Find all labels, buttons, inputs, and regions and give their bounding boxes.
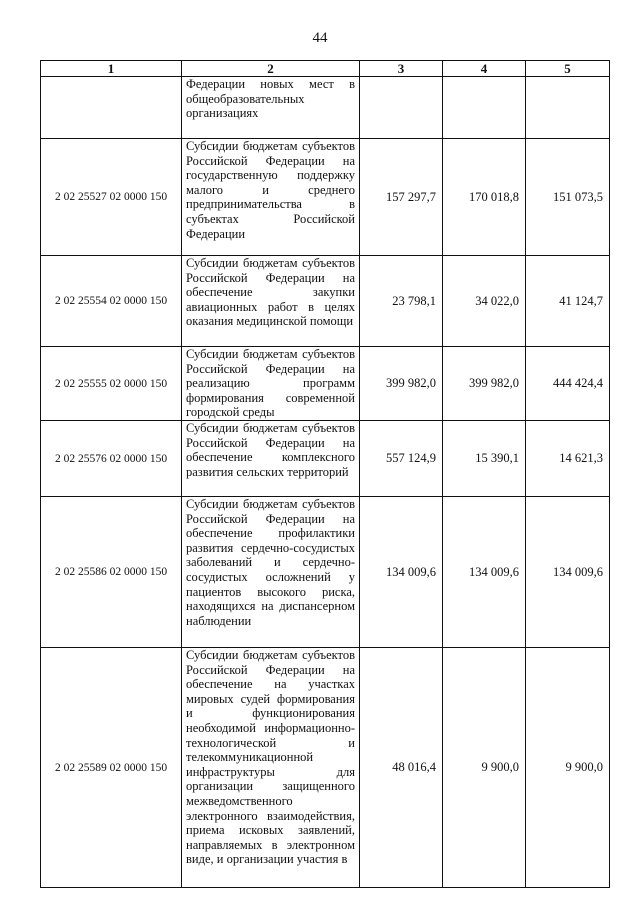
table-row <box>41 256 610 347</box>
table-row <box>41 347 610 421</box>
value-col3-cell: 157 297,7 <box>360 139 443 256</box>
value-col5-cell: 444 424,4 <box>526 347 610 421</box>
value-col4-cell: 9 900,0 <box>443 648 526 888</box>
column-header-2: 2 <box>182 61 360 77</box>
description-cell <box>182 347 360 421</box>
description-text: Субсидии бюджетам субъектов Российской Федерации на обеспечение закупки авиационных работ в целях оказания медицинской помощи <box>186 256 355 329</box>
budget-table <box>40 60 610 888</box>
value-col4-cell: 34 022,0 <box>443 256 526 347</box>
budget-code-cell: 2 02 25527 02 0000 150 <box>41 139 182 256</box>
value-col5-cell: 151 073,5 <box>526 139 610 256</box>
description-cell <box>182 77 360 139</box>
description-text: Субсидии бюджетам субъектов Российской Федерации на государственную поддержку малого и среднего предпринимательства в субъектах Российской Федерации <box>186 139 355 241</box>
table-row <box>41 648 610 888</box>
table-row <box>41 497 610 648</box>
description-text: Субсидии бюджетам субъектов Российской Федерации на обеспечение на участках мировых судей формирования и функционирования необходимой информационно-технологической и телекоммуникационной инфраструктуры для организации защищенного межведомственного электронного взаимодействия, приема исковых заявлений, направляемых в электронном виде, и организации участия в <box>186 648 355 867</box>
value-col3-cell: 48 016,4 <box>360 648 443 888</box>
value-col5-cell <box>526 77 610 139</box>
column-header-1: 1 <box>41 61 182 77</box>
value-col3-cell: 134 009,6 <box>360 497 443 648</box>
value-col4-cell: 170 018,8 <box>443 139 526 256</box>
value-col5-cell: 134 009,6 <box>526 497 610 648</box>
value-col4-cell: 399 982,0 <box>443 347 526 421</box>
budget-code-cell <box>41 77 182 139</box>
table-row <box>41 139 610 256</box>
column-header-5: 5 <box>526 61 610 77</box>
value-col5-cell: 9 900,0 <box>526 648 610 888</box>
value-col4-cell: 15 390,1 <box>443 421 526 497</box>
header-row <box>41 61 610 77</box>
description-text: Субсидии бюджетам субъектов Российской Федерации на реализацию программ формирования современной городской среды <box>186 347 355 420</box>
value-col3-cell: 399 982,0 <box>360 347 443 421</box>
budget-code-cell: 2 02 25555 02 0000 150 <box>41 347 182 421</box>
budget-code-cell: 2 02 25554 02 0000 150 <box>41 256 182 347</box>
value-col4-cell <box>443 77 526 139</box>
value-col3-cell <box>360 77 443 139</box>
description-cell <box>182 421 360 497</box>
table-row <box>41 77 610 139</box>
description-cell <box>182 648 360 888</box>
table-row <box>41 421 610 497</box>
value-col4-cell: 134 009,6 <box>443 497 526 648</box>
column-header-4: 4 <box>443 61 526 77</box>
value-col3-cell: 23 798,1 <box>360 256 443 347</box>
value-col5-cell: 41 124,7 <box>526 256 610 347</box>
column-header-3: 3 <box>360 61 443 77</box>
description-text: Федерации новых мест в общеобразовательных организациях <box>186 77 355 121</box>
description-cell <box>182 139 360 256</box>
budget-code-cell: 2 02 25589 02 0000 150 <box>41 648 182 888</box>
budget-code-cell: 2 02 25576 02 0000 150 <box>41 421 182 497</box>
description-text: Субсидии бюджетам субъектов Российской Федерации на обеспечение профилактики развития сердечно-сосудистых заболеваний и сердечно-сосудистых осложнений у пациентов высокого риска, находящихся на диспансерном наблюдении <box>186 497 355 628</box>
value-col3-cell: 557 124,9 <box>360 421 443 497</box>
page-number: 44 <box>312 30 328 46</box>
description-text: Субсидии бюджетам субъектов Российской Федерации на обеспечение комплексного развития сельских территорий <box>186 421 355 479</box>
budget-code-cell: 2 02 25586 02 0000 150 <box>41 497 182 648</box>
value-col5-cell: 14 621,3 <box>526 421 610 497</box>
description-cell <box>182 256 360 347</box>
description-cell <box>182 497 360 648</box>
